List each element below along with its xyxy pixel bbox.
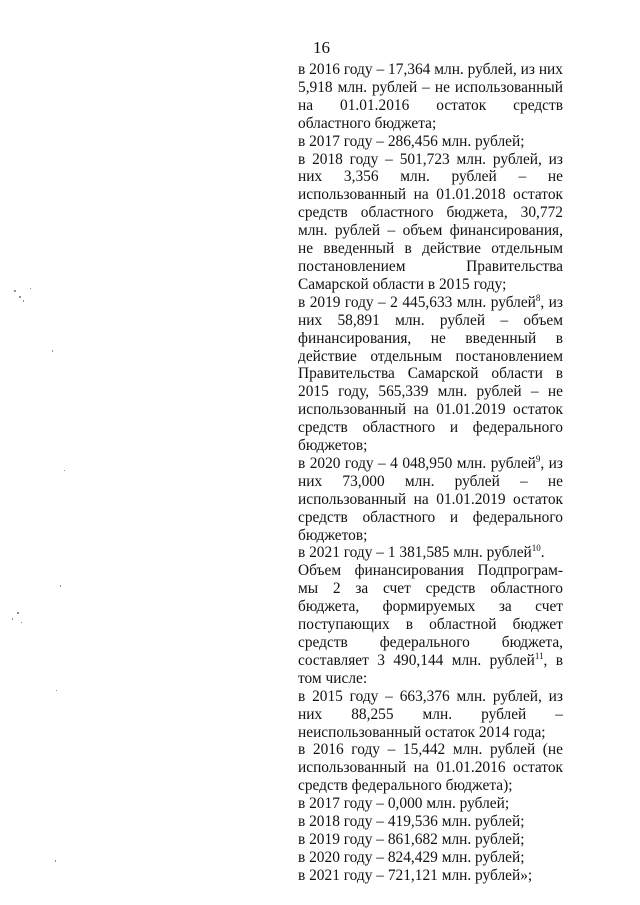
paragraph-2018 xyxy=(298,151,563,294)
paragraph-2016 xyxy=(298,61,563,133)
paragraph-2017 xyxy=(298,133,563,151)
scan-speck xyxy=(12,618,13,620)
paragraph-federal-2021 xyxy=(298,867,563,885)
scan-speck xyxy=(52,350,53,352)
footnote-mark: 9 xyxy=(535,453,541,464)
paragraph-text: Объем финансирования Подпрограм-мы 2 за счет средств областного бюджета, формируемых за счет поступающих в областной бюджет средств федерального бюджета, составляет 3 490,144 млн. рублей xyxy=(298,562,563,669)
paragraph-text-tail: , в том числе: xyxy=(298,651,564,687)
paragraph-federal-2020 xyxy=(298,849,563,867)
paragraph-2019 xyxy=(298,294,563,455)
paragraph-federal-2016 xyxy=(298,741,563,795)
paragraph-text: в 2020 году – 4 048,950 млн. рублей xyxy=(298,454,536,472)
paragraph-text: в 2016 году – 17,364 млн. рублей, из них 5,918 млн. рублей – не использованный на 01.01.2016 остаток средств областного бюджета; xyxy=(298,61,563,132)
footnote-mark: 10 xyxy=(531,543,541,554)
text-column xyxy=(298,61,563,885)
scan-speck xyxy=(17,612,19,614)
scan-speck xyxy=(56,690,57,691)
scan-speck xyxy=(23,300,24,302)
paragraph-text: в 2017 году – 286,456 млн. рублей; xyxy=(298,132,525,150)
paragraph-text: в 2018 году – 501,723 млн. рублей, из них 3,356 млн. рублей – не использованный на 01.01.2018 остаток средств областного бюджета, 30,772 млн. рублей – объем финансирования, не введенный в действие отдельным постановлением Правительства Самарской области в 2015 году; xyxy=(298,150,563,293)
paragraph-text: в 2017 году – 0,000 млн. рублей; xyxy=(298,795,510,813)
paragraph-2021 xyxy=(298,544,563,562)
page-number: 16 xyxy=(313,38,330,57)
paragraph-text-tail: . xyxy=(540,544,545,562)
paragraph-federal-2019 xyxy=(298,831,563,849)
paragraph-federal-2018 xyxy=(298,813,563,831)
paragraph-2020 xyxy=(298,455,563,545)
scan-speck xyxy=(64,470,65,471)
paragraph-text: в 2019 году – 861,682 млн. рублей; xyxy=(298,830,525,848)
paragraph-text: в 2015 году – 663,376 млн. рублей, из них 88,255 млн. рублей – неиспользованный остаток 2014 года; xyxy=(298,687,563,741)
paragraph-text: в 2021 году – 721,121 млн. рублей»; xyxy=(298,866,533,884)
paragraph-federal-2017 xyxy=(298,795,563,813)
scan-speck xyxy=(55,860,56,862)
paragraph-federal-2015 xyxy=(298,688,563,742)
footnote-mark: 8 xyxy=(535,292,541,303)
footnote-mark: 11 xyxy=(534,650,544,661)
paragraph-text: в 2019 году – 2 445,633 млн. рублей xyxy=(298,293,536,311)
scan-speck xyxy=(19,296,21,298)
paragraph-text: в 2021 году – 1 381,585 млн. рублей xyxy=(298,544,532,562)
paragraph-text: в 2016 году – 15,442 млн. рублей (не использованный на 01.01.2016 остаток средств федерального бюджета); xyxy=(298,741,563,795)
paragraph-text-tail: , из них 58,891 млн. рублей – объем финансирования, не введенный в действие отдельным постановлением Правительства Самарской области в 2015 году, 565,339 млн. рублей – не использованный на 01.01.2019 остаток средств областного и федерального бюджетов; xyxy=(298,293,563,455)
paragraph-text-tail: , из них 73,000 млн. рублей – не использованный на 01.01.2019 остаток средств областного и федерального бюджетов; xyxy=(298,454,563,544)
scan-speck xyxy=(14,290,16,292)
paragraph-text: в 2020 году – 824,429 млн. рублей; xyxy=(298,848,525,866)
paragraph-text: в 2018 году – 419,536 млн. рублей; xyxy=(298,813,525,831)
scan-speck xyxy=(30,288,31,289)
scan-speck xyxy=(21,622,22,623)
scan-speck xyxy=(60,585,61,587)
paragraph-subprogram-2-volume xyxy=(298,562,563,687)
